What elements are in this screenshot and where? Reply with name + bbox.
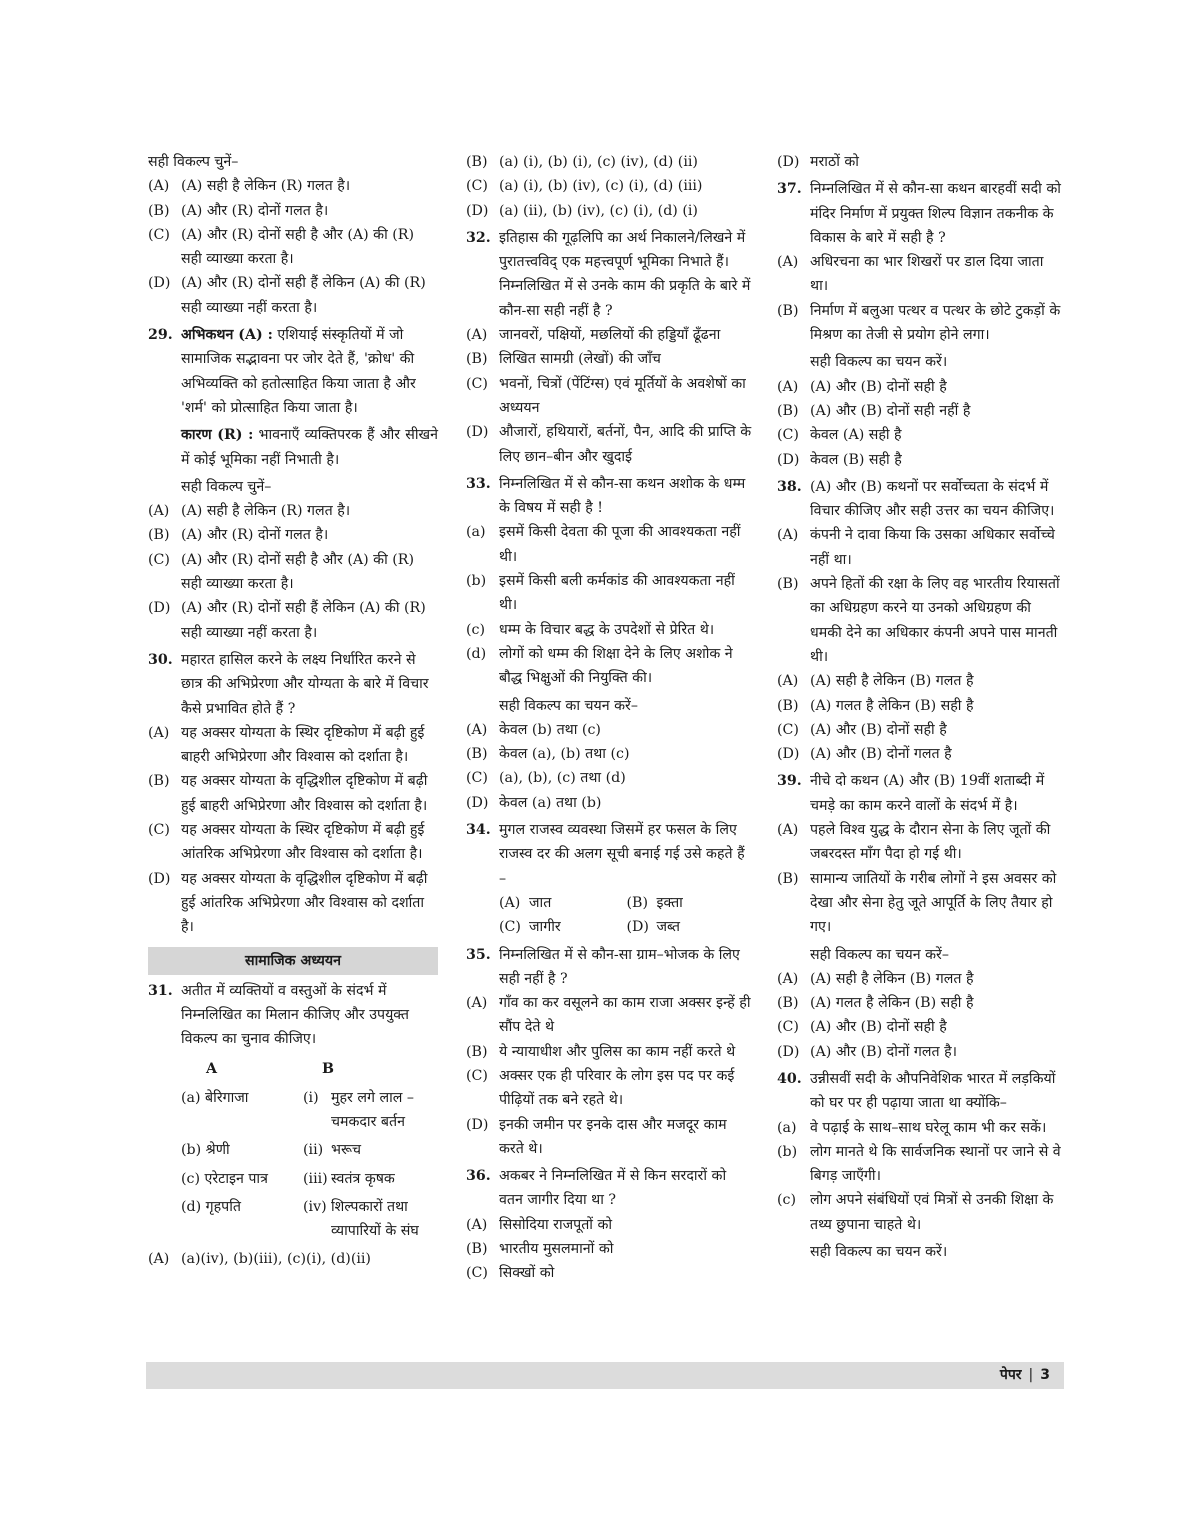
statement: (B) अपने हितों की रक्षा के लिए वह भारतीय रियासतों का अधिग्रहण करने या उनको अधिग्रहण की धमकी देने का अधिकार कंपनी अपने पास मानती थी।: [777, 576, 1060, 665]
reason: [148, 423, 438, 472]
option: (D) मराठों को: [777, 154, 859, 170]
question-text: मुगल राजस्व व्यवस्था जिसमें हर फसल के लिए राजस्व दर की अलग सूची बनाई गई उसे कहते हैं –: [499, 822, 745, 887]
option: (C) (A) और (B) दोनों सही है: [777, 721, 947, 738]
option: (B) (A) और (R) दोनों गलत है।: [148, 527, 329, 544]
question-text: निम्नलिखित में से कौन-सा कथन बारहवीं सदी को मंदिर निर्माण में प्रयुक्त शिल्प विज्ञान तकनीक के विकास के बारे में सही है ?: [810, 181, 1061, 246]
option-row: [466, 891, 754, 915]
option: (B) ये न्यायाधीश और पुलिस का काम नहीं करते थे: [466, 1043, 736, 1060]
column-b-header: B: [322, 1061, 334, 1078]
option: (A) सिसोदिया राजपूतों को: [466, 1216, 613, 1233]
question-39: [777, 769, 1062, 818]
option: (C) भवनों, चित्रों (पेंटिंग्स) एवं मूर्तियों के अवशेषों का अध्ययन: [466, 375, 746, 416]
match-row: (d) गृहपति (iv) शिल्पकारों तथा व्यापारियों के संघ: [181, 1198, 419, 1240]
option: (B) (A) और (B) दोनों सही नहीं है: [777, 402, 971, 419]
choose-instruction: सही विकल्प चुनें–: [181, 478, 272, 495]
question-number: 33.: [466, 475, 491, 492]
match-row: (c) एरेटाइन पात्र (iii) स्वतंत्र कृषक: [181, 1170, 395, 1187]
option: (D) औजारों, हथियारों, बर्तनों, पैन, आदि की प्राप्ति के लिए छान–बीन और खुदाई: [466, 424, 752, 465]
option: (B) केवल (a), (b) तथा (c): [466, 746, 630, 763]
option: (D) केवल (B) सही है: [777, 451, 902, 468]
option: (B) (A) गलत है लेकिन (B) सही है: [777, 697, 974, 714]
option: (C) (a) (i), (b) (iv), (c) (i), (d) (iii): [466, 178, 703, 195]
option: (C) (A) और (R) दोनों सही है और (A) की (R) सही व्याख्या करता है।: [148, 551, 415, 593]
match-table-header: [148, 1057, 438, 1081]
question-number: 29.: [148, 327, 173, 344]
column-middle: [466, 150, 754, 1286]
option: (A) (A) सही है लेकिन (R) गलत है।: [148, 503, 351, 520]
question-32: [466, 226, 754, 323]
reason-label: कारण (R) :: [181, 427, 254, 444]
question-text: अकबर ने निम्नलिखित में से किन सरदारों को वतन जागीर दिया था ?: [499, 1168, 727, 1209]
choose-instruction: सही विकल्प का चयन करें–: [499, 697, 638, 714]
section-heading: सामाजिक अध्ययन: [148, 947, 438, 975]
statement: (d) लोगों को धम्म की शिक्षा देने के लिए अशोक ने बौद्ध भिक्षुओं की नियुक्ति की।: [466, 645, 733, 687]
statement: (b) लोग मानते थे कि सार्वजनिक स्थानों पर जाने से वे बिगड़ जाएँगी।: [777, 1143, 1061, 1185]
question-33: [466, 472, 754, 521]
choose-instruction: सही विकल्प चुनें–: [148, 154, 239, 170]
option-row: [466, 915, 754, 939]
option: (C) यह अक्सर योग्यता के स्थिर दृष्टिकोण में बढ़ी हुई आंतरिक अभिप्रेरणा और विश्वास को दर्शाता है।: [148, 822, 425, 863]
option: (A) जात: [499, 894, 552, 911]
match-row: (a) बेरिगाजा (i) मुहर लगे लाल –चमकदार बर्तन: [181, 1089, 414, 1130]
statement: (A) अधिरचना का भार शिखरों पर डाल दिया जाता था।: [777, 254, 1044, 295]
question-35: [466, 943, 754, 992]
statement: (B) निर्माण में बलुआ पत्थर व पत्थर के छोटे टुकड़ों के मिश्रण का तेजी से प्रयोग होने लगा।: [777, 302, 1061, 344]
option: (C) जागीर: [499, 919, 561, 936]
option: (D) (a) (ii), (b) (iv), (c) (i), (d) (i): [466, 202, 698, 219]
option: (D) (A) और (B) दोनों गलत है: [777, 746, 952, 763]
option: (D) (A) और (R) दोनों सही हैं लेकिन (A) की (R) सही व्याख्या नहीं करता है।: [148, 600, 426, 641]
option: (A) (A) सही है लेकिन (B) गलत है: [777, 673, 974, 690]
question-29: [148, 323, 438, 420]
question-text: (A) और (B) कथनों पर सर्वोच्चता के संदर्भ में विचार कीजिए और सही उत्तर का चयन कीजिए।: [810, 478, 1055, 520]
question-text: उन्नीसवीं सदी के औपनिवेशिक भारत में लड़कियों को घर पर ही पढ़ाया जाता था क्योंकि–: [810, 1070, 1056, 1112]
statement: (c) लोग अपने संबंधियों एवं मित्रों से उनकी शिक्षा के तथ्य छुपाना चाहते थे।: [777, 1192, 1054, 1233]
option: (B) (A) गलत है लेकिन (B) सही है: [777, 995, 974, 1012]
question-text: इतिहास की गूढ़लिपि का अर्थ निकालने/लिखने में पुरातत्त्वविद् एक महत्त्वपूर्ण भूमिका निभाते हैं। निम्नलिखित में से उनके काम की प्रकृति के बारे में कौन-सा सही नहीं है ?: [499, 229, 751, 319]
option: (D) (A) और (R) दोनों सही हैं लेकिन (A) की (R) सही व्याख्या नहीं करता है।: [148, 275, 426, 316]
match-row: (b) श्रेणी (ii) भरूच: [181, 1142, 362, 1159]
column-left: [148, 150, 438, 1272]
choose-instruction: सही विकल्प का चयन करें–: [810, 946, 949, 963]
question-31: [148, 979, 438, 1052]
option: (D) जब्त: [626, 919, 680, 936]
question-text: निम्नलिखित में से कौन-सा ग्राम–भोजक के लिए सही नहीं है ?: [499, 946, 740, 987]
statement: (A) पहले विश्व युद्ध के दौरान सेना के लिए जूतों की जबरदस्त माँग पैदा हो गई थी।: [777, 822, 1051, 863]
question-number: 40.: [777, 1070, 802, 1087]
statement: (a) इसमें किसी देवता की पूजा की आवश्यकता नहीं थी।: [466, 524, 741, 565]
option: (B) भारतीय मुसलमानों को: [466, 1241, 614, 1258]
choose-instruction: सही विकल्प का चयन करें।: [810, 1244, 948, 1261]
footer-text: [1000, 1362, 1050, 1389]
question-number: 34.: [466, 822, 491, 839]
question-number: 35.: [466, 946, 491, 963]
question-40: [777, 1067, 1062, 1116]
page-footer: [146, 1362, 1064, 1389]
option: (C) (a), (b), (c) तथा (d): [466, 770, 626, 787]
statement: (B) सामान्य जातियों के गरीब लोगों ने इस अवसर को देखा और सेना हेतु जूते आपूर्ति के लिए तैयार हो गए।: [777, 870, 1057, 936]
option: (C) (A) और (R) दोनों सही है और (A) की (R) सही व्याख्या करता है।: [148, 226, 415, 268]
option: (A) (A) और (B) दोनों सही है: [777, 378, 947, 395]
footer-label: पेपर: [999, 1367, 1022, 1383]
option: (D) केवल (a) तथा (b): [466, 794, 602, 811]
footer-separator: |: [1028, 1367, 1034, 1383]
option: (C) सिक्खों को: [466, 1265, 555, 1282]
assertion-text: एशियाई संस्कृतियों में जो सामाजिक सद्भावना पर जोर देते हैं, 'क्रोध' की अभिव्यक्ति को हतोत्साहित किया जाता है और 'शर्म' को प्रोत्साहित किया जाता है।: [181, 327, 416, 416]
question-text: महारत हासिल करने के लक्ष्य निर्धारित करने से छात्र की अभिप्रेरणा और योग्यता के बारे में विचार कैसे प्रभावित होते हैं ?: [181, 651, 429, 717]
statement: (c) धम्म के विचार बद्ध के उपदेशों से प्रेरित थे।: [466, 621, 715, 638]
option: (A) गाँव का कर वसूलने का काम राजा अक्सर इन्हें ही सौंप देते थे: [466, 995, 751, 1036]
option: (A) (a)(iv), (b)(iii), (c)(i), (d)(ii): [148, 1251, 371, 1268]
question-number: 36.: [466, 1168, 491, 1185]
option: (C) केवल (A) सही है: [777, 427, 902, 444]
option: (B) यह अक्सर योग्यता के वृद्धिशील दृष्टिकोण में बढ़ी हुई बाहरी अभिप्रेरणा और विश्वास को दर्शाता है।: [148, 773, 428, 814]
option: (D) (A) और (B) दोनों गलत है।: [777, 1043, 958, 1060]
option: (A) (A) सही है लेकिन (B) गलत है: [777, 970, 974, 987]
option: (B) (a) (i), (b) (i), (c) (iv), (d) (ii): [466, 154, 698, 170]
option: (A) जानवरों, पक्षियों, मछलियों की हड्डियाँ ढूँढना: [466, 327, 721, 344]
reason-text: भावनाएँ व्यक्तिपरक हैं और सीखने में कोई भूमिका नहीं निभाती है।: [181, 427, 438, 468]
assertion-label: अभिकथन (A) :: [181, 327, 273, 344]
question-38: [777, 475, 1062, 524]
question-text: अतीत में व्यक्तियों व वस्तुओं के संदर्भ में निम्नलिखित का मिलान कीजिए और उपयुक्त विकल्प का चुनाव कीजिए।: [181, 982, 409, 1048]
option: (D) यह अक्सर योग्यता के वृद्धिशील दृष्टिकोण में बढ़ी हुई आंतरिक अभिप्रेरणा और विश्वास को दर्शाता है।: [148, 870, 428, 936]
question-34: [466, 818, 754, 891]
option: (A) (A) सही है लेकिन (R) गलत है।: [148, 178, 351, 195]
question-number: 32.: [466, 229, 491, 246]
option: (C) (A) और (B) दोनों सही है: [777, 1019, 947, 1036]
question-number: 38.: [777, 478, 802, 495]
option: (A) केवल (b) तथा (c): [466, 721, 601, 738]
question-number: 31.: [148, 982, 173, 999]
question-number: 39.: [777, 773, 802, 790]
column-a-header: A: [206, 1061, 218, 1078]
question-number: 37.: [777, 181, 802, 198]
question-number: 30.: [148, 651, 173, 668]
question-36: [466, 1164, 754, 1213]
option: (B) लिखित सामग्री (लेखों) की जाँच: [466, 351, 661, 368]
option: (A) यह अक्सर योग्यता के स्थिर दृष्टिकोण में बढ़ी हुई बाहरी अभिप्रेरणा और विश्वास को दर्शाता है।: [148, 724, 425, 766]
statement: (A) कंपनी ने दावा किया कि उसका अधिकार सर्वोच्चे नहीं था।: [777, 527, 1055, 568]
option: (B) (A) और (R) दोनों गलत है।: [148, 202, 329, 219]
column-right: [777, 150, 1062, 1264]
option: (B) इक्ता: [626, 894, 683, 911]
question-30: [148, 648, 438, 721]
question-text: निम्नलिखित में से कौन-सा कथन अशोक के धम्म के विषय में सही है !: [499, 475, 746, 517]
option: (C) अक्सर एक ही परिवार के लोग इस पद पर कई पीढ़ियों तक बने रहते थे।: [466, 1067, 735, 1109]
statement: (a) वे पढ़ाई के साथ–साथ घरेलू काम भी कर सकें।: [777, 1119, 1047, 1136]
statement: (b) इसमें किसी बली कर्मकांड की आवश्यकता नहीं थी।: [466, 573, 735, 614]
question-text: नीचे दो कथन (A) और (B) 19वीं शताब्दी में चमड़े का काम करने वालों के संदर्भ में है।: [810, 773, 1045, 814]
page-number: 3: [1040, 1367, 1050, 1383]
option: (D) इनकी जमीन पर इनके दास और मजदूर काम करते थे।: [466, 1116, 727, 1157]
question-37: [777, 177, 1062, 250]
choose-instruction: सही विकल्प का चयन करें।: [810, 354, 948, 371]
